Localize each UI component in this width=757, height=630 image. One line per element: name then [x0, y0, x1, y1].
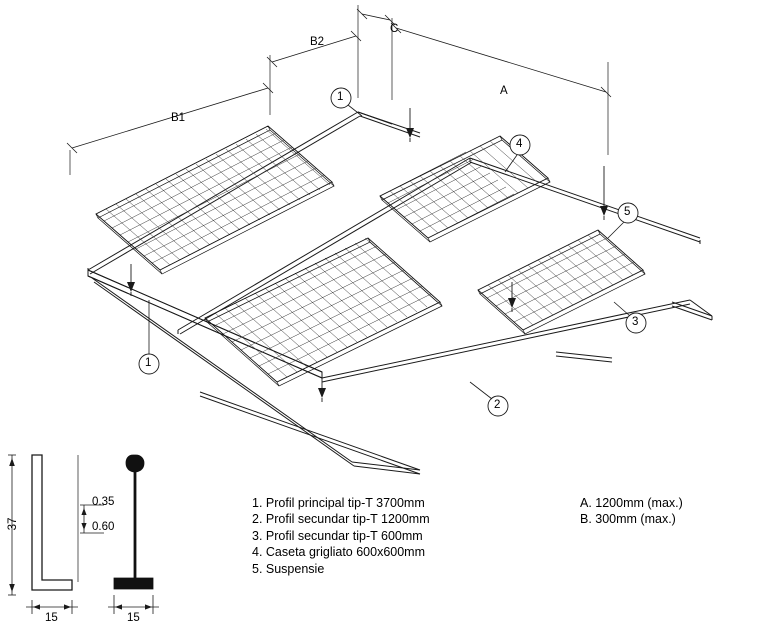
legend-item-a: A. 1200mm (max.)	[580, 496, 683, 510]
legend-item-1: 1. Profil principal tip-T 3700mm	[252, 496, 425, 510]
dimension-label-a: A	[500, 85, 508, 97]
dimension-label-b2: B2	[310, 36, 325, 48]
profile-width-left: 15	[45, 612, 58, 624]
legend-item-b: B. 300mm (max.)	[580, 512, 676, 527]
legend-item-5: 5. Suspensie	[252, 561, 325, 576]
callout-2: 2	[494, 399, 501, 411]
dimension-label-b1: B1	[171, 112, 186, 124]
callout-3: 3	[632, 316, 639, 328]
profile-height-label: 37	[7, 517, 19, 531]
callout-1-top: 1	[337, 91, 344, 103]
callout-5: 5	[624, 206, 631, 218]
legend-column-parts	[252, 495, 552, 577]
dimension-label-c: C	[390, 23, 399, 35]
legend-item-2: 2. Profil secundar tip-T 1200mm	[252, 512, 430, 527]
legend-item-3: 3. Profil secundar tip-T 600mm	[252, 528, 423, 543]
legend-item-4: 4. Caseta grigliato 600x600mm	[252, 545, 426, 560]
legend-column-dimensions	[580, 495, 755, 528]
profile-width-right: 15	[127, 612, 140, 624]
profile-thickness-upper: 0.35	[92, 496, 115, 508]
profile-thickness-lower: 0.60	[92, 521, 115, 533]
callout-4: 4	[516, 138, 523, 150]
callout-1-left: 1	[145, 357, 152, 369]
